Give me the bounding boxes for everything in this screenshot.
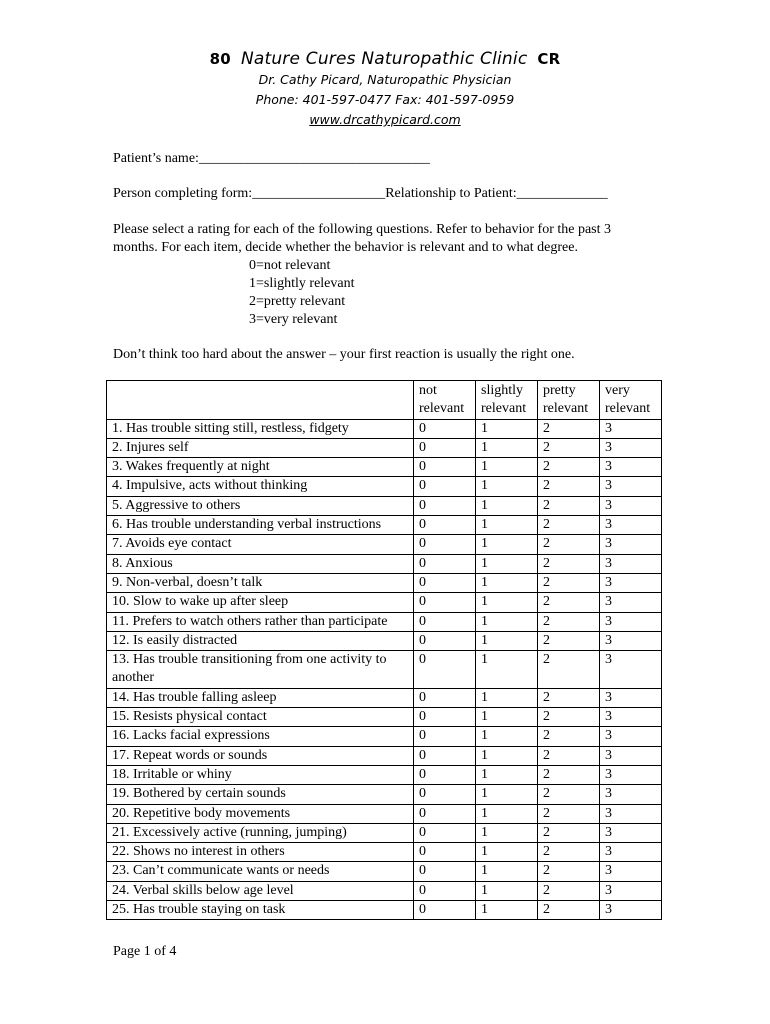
table-row: [107, 651, 662, 689]
table-row: [107, 708, 662, 727]
rating-option-3[interactable]: 3: [600, 554, 662, 573]
rating-option-1[interactable]: 1: [476, 535, 538, 554]
rating-option-2[interactable]: 2: [538, 612, 600, 631]
table-row: [107, 612, 662, 631]
item-column-header: [107, 381, 414, 420]
behavior-item: 18. Irritable or whiny: [107, 765, 414, 784]
rating-option-2[interactable]: 2: [538, 573, 600, 592]
clinic-name: Nature Cures Naturopathic Clinic: [240, 49, 528, 69]
table-row: [107, 496, 662, 515]
rating-option-1[interactable]: 1: [476, 765, 538, 784]
rating-option-0[interactable]: 0: [414, 688, 476, 707]
patient-name-field[interactable]: Patient’s name:_________________________________: [113, 151, 430, 166]
behavior-item: 1. Has trouble sitting still, restless, fidgety: [107, 419, 414, 438]
rating-option-2[interactable]: 2: [538, 651, 600, 689]
table-row: [107, 535, 662, 554]
rating-option-0[interactable]: 0: [414, 496, 476, 515]
table-row: [107, 477, 662, 496]
phone-fax: Phone: 401-597-0477 Fax: 401-597-0959: [255, 92, 515, 107]
not-relevant-header: not relevant: [414, 381, 476, 420]
behavior-item: 9. Non-verbal, doesn’t talk: [107, 573, 414, 592]
table-row: [107, 862, 662, 881]
rating-option-0[interactable]: 0: [414, 631, 476, 650]
rating-option-2[interactable]: 2: [538, 688, 600, 707]
rating-option-3[interactable]: 3: [600, 419, 662, 438]
behavior-item: 16. Lacks facial expressions: [107, 727, 414, 746]
rating-option-1[interactable]: 1: [476, 862, 538, 881]
scale-item: 1=slightly relevant: [249, 276, 355, 291]
right-ornament-icon: CR: [537, 50, 561, 68]
rating-option-1[interactable]: 1: [476, 458, 538, 477]
rating-option-2[interactable]: 2: [538, 631, 600, 650]
behavior-item: 24. Verbal skills below age level: [107, 881, 414, 900]
table-row: [107, 727, 662, 746]
pretty-relevant-header: pretty relevant: [538, 381, 600, 420]
rating-option-0[interactable]: 0: [414, 727, 476, 746]
scale-item: 0=not relevant: [249, 258, 331, 273]
rating-option-1[interactable]: 1: [476, 823, 538, 842]
rating-option-2[interactable]: 2: [538, 458, 600, 477]
rating-option-0[interactable]: 0: [414, 573, 476, 592]
table-row: [107, 881, 662, 900]
behavior-item: 14. Has trouble falling asleep: [107, 688, 414, 707]
rating-option-0[interactable]: 0: [414, 746, 476, 765]
rating-option-0[interactable]: 0: [414, 438, 476, 457]
rating-option-0[interactable]: 0: [414, 458, 476, 477]
rating-option-2[interactable]: 2: [538, 843, 600, 862]
behavior-item: 6. Has trouble understanding verbal instructions: [107, 516, 414, 535]
rating-option-1[interactable]: 1: [476, 496, 538, 515]
rating-option-3[interactable]: 3: [600, 631, 662, 650]
letterhead: [0, 48, 770, 130]
behavior-item: 3. Wakes frequently at night: [107, 458, 414, 477]
doctor-name: Dr. Cathy Picard, Naturopathic Physician: [258, 72, 512, 87]
rating-option-1[interactable]: 1: [476, 651, 538, 689]
rating-option-2[interactable]: 2: [538, 419, 600, 438]
person-completing-field[interactable]: Person completing form:___________________Relationship to Patient:_____________: [113, 186, 608, 201]
rating-option-0[interactable]: 0: [414, 804, 476, 823]
rating-option-0[interactable]: 0: [414, 785, 476, 804]
rating-option-2[interactable]: 2: [538, 535, 600, 554]
table-row: [107, 746, 662, 765]
rating-option-0[interactable]: 0: [414, 516, 476, 535]
table-row: [107, 823, 662, 842]
rating-option-1[interactable]: 1: [476, 419, 538, 438]
rating-option-2[interactable]: 2: [538, 823, 600, 842]
rating-option-3[interactable]: 3: [600, 496, 662, 515]
rating-option-1[interactable]: 1: [476, 688, 538, 707]
rating-option-0[interactable]: 0: [414, 535, 476, 554]
behavior-item: 10. Slow to wake up after sleep: [107, 593, 414, 612]
rating-table: [106, 380, 662, 920]
table-row: [107, 593, 662, 612]
table-row: [107, 631, 662, 650]
rating-option-1[interactable]: 1: [476, 631, 538, 650]
rating-option-2[interactable]: 2: [538, 881, 600, 900]
rating-option-2[interactable]: 2: [538, 477, 600, 496]
rating-option-2[interactable]: 2: [538, 746, 600, 765]
behavior-item: 12. Is easily distracted: [107, 631, 414, 650]
behavior-item: 20. Repetitive body movements: [107, 804, 414, 823]
rating-option-0[interactable]: 0: [414, 419, 476, 438]
rating-option-3[interactable]: 3: [600, 688, 662, 707]
rating-option-3[interactable]: 3: [600, 881, 662, 900]
rating-option-3[interactable]: 3: [600, 804, 662, 823]
rating-option-1[interactable]: 1: [476, 477, 538, 496]
rating-option-3[interactable]: 3: [600, 612, 662, 631]
rating-option-3[interactable]: 3: [600, 535, 662, 554]
rating-option-3[interactable]: 3: [600, 516, 662, 535]
rating-option-1[interactable]: 1: [476, 516, 538, 535]
rating-option-2[interactable]: 2: [538, 785, 600, 804]
table-row: [107, 901, 662, 920]
rating-option-0[interactable]: 0: [414, 862, 476, 881]
left-ornament-icon: 80: [209, 50, 231, 68]
advice-text: Don’t think too hard about the answer – your first reaction is usually the right one.: [113, 347, 575, 362]
behavior-item: 2. Injures self: [107, 438, 414, 457]
page-number: Page 1 of 4: [113, 944, 177, 959]
clinic-title: [0, 48, 770, 70]
behavior-item: 15. Resists physical contact: [107, 708, 414, 727]
rating-option-2[interactable]: 2: [538, 708, 600, 727]
rating-option-1[interactable]: 1: [476, 843, 538, 862]
table-row: [107, 438, 662, 457]
behavior-item: 4. Impulsive, acts without thinking: [107, 477, 414, 496]
rating-option-3[interactable]: 3: [600, 823, 662, 842]
rating-option-0[interactable]: 0: [414, 881, 476, 900]
rating-option-1[interactable]: 1: [476, 438, 538, 457]
rating-option-3[interactable]: 3: [600, 843, 662, 862]
instructions-line-1: Please select a rating for each of the following questions. Refer to behavior for the past 3: [113, 222, 612, 237]
rating-option-0[interactable]: 0: [414, 765, 476, 784]
rating-option-1[interactable]: 1: [476, 785, 538, 804]
scale-item: 2=pretty relevant: [249, 294, 346, 309]
rating-option-3[interactable]: 3: [600, 458, 662, 477]
behavior-item: 13. Has trouble transitioning from one activity to another: [107, 651, 414, 689]
rating-option-1[interactable]: 1: [476, 746, 538, 765]
table-row: [107, 688, 662, 707]
rating-option-3[interactable]: 3: [600, 862, 662, 881]
table-row: [107, 419, 662, 438]
rating-option-2[interactable]: 2: [538, 727, 600, 746]
rating-option-2[interactable]: 2: [538, 554, 600, 573]
table-row: [107, 843, 662, 862]
behavior-item: 25. Has trouble staying on task: [107, 901, 414, 920]
slightly-relevant-header: slightly relevant: [476, 381, 538, 420]
table-row: [107, 804, 662, 823]
table-row: [107, 458, 662, 477]
rating-option-1[interactable]: 1: [476, 554, 538, 573]
behavior-item: 22. Shows no interest in others: [107, 843, 414, 862]
rating-option-3[interactable]: 3: [600, 593, 662, 612]
rating-option-0[interactable]: 0: [414, 612, 476, 631]
table-row: [107, 516, 662, 535]
rating-option-1[interactable]: 1: [476, 901, 538, 920]
rating-option-1[interactable]: 1: [476, 881, 538, 900]
rating-option-3[interactable]: 3: [600, 651, 662, 689]
rating-option-2[interactable]: 2: [538, 496, 600, 515]
behavior-item: 21. Excessively active (running, jumping): [107, 823, 414, 842]
table-row: [107, 573, 662, 592]
rating-option-2[interactable]: 2: [538, 516, 600, 535]
behavior-item: 5. Aggressive to others: [107, 496, 414, 515]
rating-option-2[interactable]: 2: [538, 804, 600, 823]
rating-option-0[interactable]: 0: [414, 651, 476, 689]
rating-option-0[interactable]: 0: [414, 843, 476, 862]
rating-option-3[interactable]: 3: [600, 708, 662, 727]
rating-option-0[interactable]: 0: [414, 901, 476, 920]
rating-option-0[interactable]: 0: [414, 554, 476, 573]
table-header-row: [107, 381, 662, 420]
rating-option-3[interactable]: 3: [600, 901, 662, 920]
rating-option-3[interactable]: 3: [600, 573, 662, 592]
rating-option-2[interactable]: 2: [538, 901, 600, 920]
rating-option-3[interactable]: 3: [600, 785, 662, 804]
rating-option-1[interactable]: 1: [476, 708, 538, 727]
very-relevant-header: very relevant: [600, 381, 662, 420]
rating-option-1[interactable]: 1: [476, 727, 538, 746]
rating-option-2[interactable]: 2: [538, 862, 600, 881]
rating-option-2[interactable]: 2: [538, 593, 600, 612]
table-row: [107, 554, 662, 573]
behavior-item: 7. Avoids eye contact: [107, 535, 414, 554]
rating-option-0[interactable]: 0: [414, 708, 476, 727]
table-row: [107, 785, 662, 804]
rating-option-3[interactable]: 3: [600, 746, 662, 765]
rating-option-2[interactable]: 2: [538, 765, 600, 784]
instructions-line-2: months. For each item, decide whether the behavior is relevant and to what degree.: [113, 240, 578, 255]
rating-option-0[interactable]: 0: [414, 823, 476, 842]
behavior-item: 17. Repeat words or sounds: [107, 746, 414, 765]
rating-option-1[interactable]: 1: [476, 573, 538, 592]
rating-option-1[interactable]: 1: [476, 612, 538, 631]
behavior-item: 8. Anxious: [107, 554, 414, 573]
website-link[interactable]: www.drcathypicard.com: [309, 112, 461, 127]
rating-option-1[interactable]: 1: [476, 804, 538, 823]
behavior-item: 19. Bothered by certain sounds: [107, 785, 414, 804]
rating-table-body: [107, 419, 662, 920]
rating-option-3[interactable]: 3: [600, 765, 662, 784]
rating-option-2[interactable]: 2: [538, 438, 600, 457]
rating-option-3[interactable]: 3: [600, 727, 662, 746]
rating-option-1[interactable]: 1: [476, 593, 538, 612]
scale-item: 3=very relevant: [249, 312, 338, 327]
rating-option-0[interactable]: 0: [414, 477, 476, 496]
behavior-item: 23. Can’t communicate wants or needs: [107, 862, 414, 881]
rating-option-0[interactable]: 0: [414, 593, 476, 612]
table-row: [107, 765, 662, 784]
rating-option-3[interactable]: 3: [600, 438, 662, 457]
rating-scale-legend: [249, 257, 355, 329]
rating-option-3[interactable]: 3: [600, 477, 662, 496]
behavior-item: 11. Prefers to watch others rather than participate: [107, 612, 414, 631]
